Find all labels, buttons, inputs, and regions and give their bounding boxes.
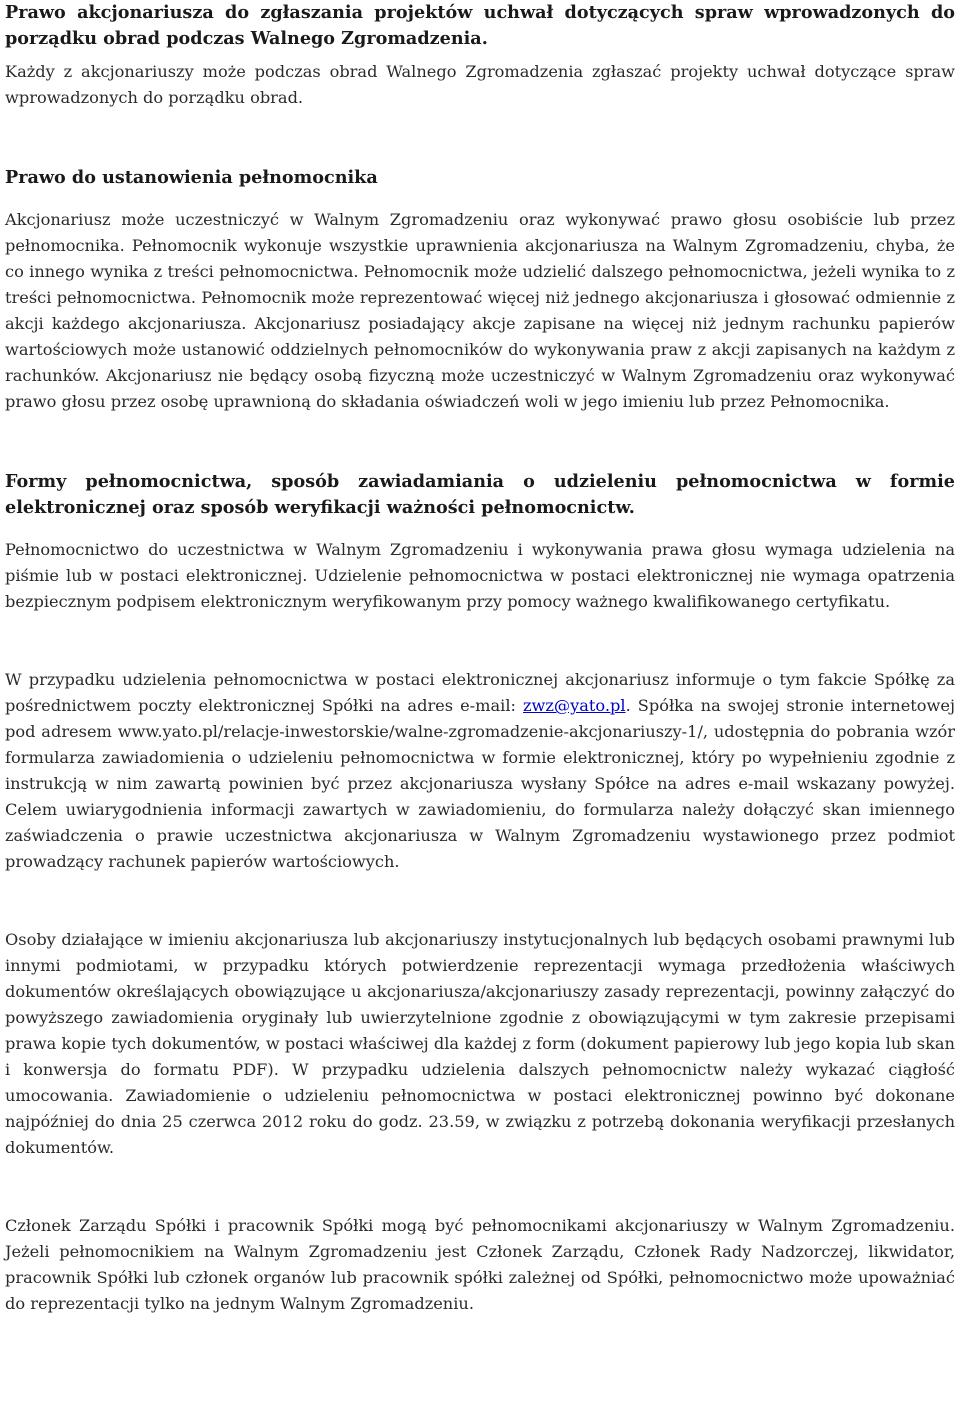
paragraph-board-members: Członek Zarządu Spółki i pracownik Spółki mogą być pełnomocnikami akcjonariuszy w Walnym Zgromadzeniu. Jeżeli pełnomocnikiem na Walnym Zgromadzeniu jest Członek Zarządu, Członek Rady Nadzorczej, likwidator, pracownik Spółki lub członek organów lub pracownik spółki zależnej od Spółki, pełnomocnictwo może upoważniać do reprezentacji tylko na jednym Walnym Zgromadzeniu. [5, 1216, 955, 1313]
electronic-notice-text-before: W przypadku udzielenia pełnomocnictwa w postaci elektronicznej akcjonariusz informuje o tym fakcie Spółkę za pośrednictwem poczty elektronicznej Spółki na adres e-mail: [5, 670, 955, 715]
section-heading-proxy-forms: Formy pełnomocnictwa, sposób zawiadamiania o udzieleniu pełnomocnictwa w formie elektronicznej oraz sposób weryfikacji ważności pełnomocnictw. [5, 471, 955, 518]
document-page [5, 0, 955, 1317]
email-link[interactable]: zwz@yato.pl [523, 696, 626, 715]
paragraph-electronic-notice [5, 667, 955, 875]
paragraph-proxy-right: Akcjonariusz może uczestniczyć w Walnym Zgromadzeniu oraz wykonywać prawo głosu osobiście lub przez pełnomocnika. Pełnomocnik wykonuje wszystkie uprawnienia akcjonariusza na Walnym Zgromadzeniu, chyba, że co innego wynika z treści pełnomocnictwa. Pełnomocnik może udzielić dalszego pełnomocnictwa, jeżeli wynika to z treści pełnomocnictwa. Pełnomocnik może reprezentować więcej niż jednego akcjonariusza i głosować odmiennie z akcji każdego akcjonariusza. Akcjonariusz posiadający akcje zapisane na więcej niż jednym rachunku papierów wartościowych może ustanowić oddzielnych pełnomocników do wykonywania praw z akcji zapisanych na każdym z rachunków. Akcjonariusz nie będący osobą fizyczną może uczestniczyć w Walnym Zgromadzeniu oraz wykonywać prawo głosu przez osobę uprawnioną do składania oświadczeń woli w jego imieniu lub przez Pełnomocnika. [5, 210, 955, 411]
paragraph-resolutions: Każdy z akcjonariuszy może podczas obrad Walnego Zgromadzenia zgłaszać projekty uchwał dotyczące spraw wprowadzonych do porządku obrad. [5, 62, 955, 107]
electronic-notice-text-after: . Spółka na swojej stronie internetowej pod adresem www.yato.pl/relacje-inwestorskie/walne-zgromadzenie-akcjonariuszy-1/, udostępnia do pobrania wzór formularza zawiadomienia o udzieleniu pełnomocnictwa w formie elektronicznej, który po wypełnieniu zgodnie z instrukcją w nim zawartą powinien być przez akcjonariusza wysłany Spółce na adres e-mail wskazany powyżej. Celem uwiarygodnienia informacji zawartych w zawiadomieniu, do formularza należy dołączyć skan imiennego zaświadczenia o prawie uczestnictwa akcjonariusza w Walnym Zgromadzeniu wystawionego przez podmiot prowadzący rachunek papierów wartościowych. [5, 696, 955, 871]
paragraph-proxy-forms: Pełnomocnictwo do uczestnictwa w Walnym Zgromadzeniu i wykonywania prawa głosu wymaga udzielenia na piśmie lub w postaci elektronicznej. Udzielenie pełnomocnictwa w postaci elektronicznej nie wymaga opatrzenia bezpiecznym podpisem elektronicznym weryfikowanym przy pomocy ważnego kwalifikowanego certyfikatu. [5, 540, 955, 611]
section-heading-resolutions: Prawo akcjonariusza do zgłaszania projektów uchwał dotyczących spraw wprowadzonych do porządku obrad podczas Walnego Zgromadzenia. [5, 2, 955, 49]
section-heading-proxy-right: Prawo do ustanowienia pełnomocnika [5, 167, 378, 188]
paragraph-legal-entities: Osoby działające w imieniu akcjonariusza lub akcjonariuszy instytucjonalnych lub będących osobami prawnymi lub innymi podmiotami, w przypadku których potwierdzenie reprezentacji wymaga przedłożenia właściwych dokumentów określających obowiązujące u akcjonariusza/akcjonariuszy zasady reprezentacji, powinny załączyć do powyższego zawiadomienia oryginały lub uwierzytelnione zgodnie z obowiązującymi w tym zakresie przepisami prawa kopie tych dokumentów, w postaci właściwej dla każdej z form (dokument papierowy lub jego kopia lub skan i konwersja do formatu PDF). W przypadku udzielenia dalszych pełnomocnictw należy wykazać ciągłość umocowania. Zawiadomienie o udzieleniu pełnomocnictwa w postaci elektronicznej powinno być dokonane najpóźniej do dnia 25 czerwca 2012 roku do godz. 23.59, w związku z potrzebą dokonania weryfikacji przesłanych dokumentów. [5, 930, 955, 1157]
